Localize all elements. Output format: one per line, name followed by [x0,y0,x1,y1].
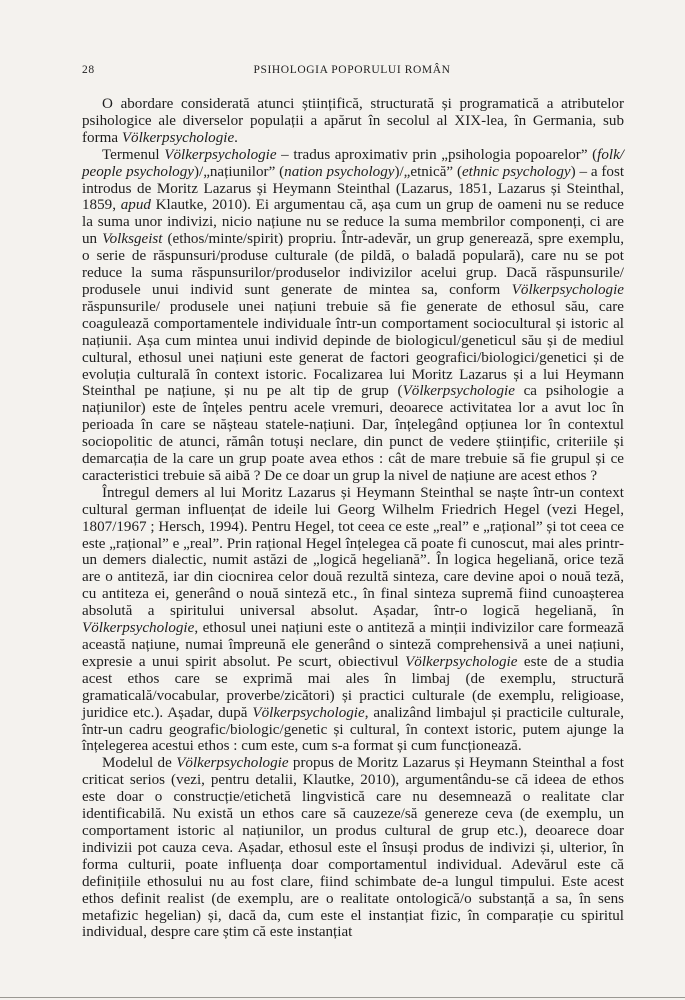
paragraph-intro [82,96,624,147]
text-run: )/„națiunilor” ( [193,163,285,180]
italic-term: Völkerpsychologie [164,146,277,163]
text-run: Modelul de [102,755,177,772]
text-run: Klautke, 2010). Ei argumentau că, așa cum un grup de oameni nu se reduce la suma unor indivizi, nicio națiune nu se reduce la suma membrilor componenți, ci are un [82,197,625,248]
paragraph-term-definition [82,147,624,485]
text-run: Termenul [102,146,165,163]
page-number: 28 [82,64,95,76]
paragraph-critique [82,755,624,941]
text-run: ca psihologie a națiunilor) este de înțeles pentru acele vremuri, deoarece activitatea lor a avut loc în perioada în care se nășteau statele-națiuni. Dar, înțelegând opțiunea lor în contextul sociopolitic de atunci, rămân totuși neclare, din punct de vedere științific, criteriile și demarcația de la care un grup poate avea ethos : cât de mare trebuie să fie grupul și ce caracteristici trebuie să aibă ? De ce doar un grup la nivel de națiune are acest ethos ? [82,383,624,484]
italic-term: Völkerpsychologie [402,383,515,400]
text-run: ) – a fost introdus de Moritz Lazarus și Heymann Steinthal (Lazarus, 1851, Lazarus și Steinthal, 1859, [82,163,625,214]
page-bottom-edge [0,997,685,998]
italic-term: nation psychology [284,163,395,180]
running-title: PSIHOLOGIA POPORULUI ROMÂN [253,64,451,76]
text-run: răspunsurile/ produsele unei națiuni trebuie să fie generate de ethosul său, care coagulează comportamentele individuale într-un comportament sociocultural și istoric al națiunii. Așa cum mintea unui individ depinde de biologicul/geneticul său și de mediul cultural, ethosul unei națiuni este generat de factori geografici/biologici/genetici și de evoluția culturală în context istoric. Focalizarea lui Moritz Lazarus și a lui Heymann Steinthal pe națiune, și nu pe alt tip de grup ( [82,298,624,400]
text-run: Întregul demers al lui Moritz Lazarus și Heymann Steinthal se naște într-un context cultural german influențat de ideile lui Georg Wilhelm Friedrich Hegel (vezi Hegel, 1807/1967 ; Hersch, 1994). Pentru Hegel, tot ceea ce este „real” e „rațional” și tot ceea ce este „rațional” e „real”. Prin rațional Hegel înțelegea că poate fi cunoscut, mai ales printr-un demers dialectic, numit astăzi de „logică hegeliană”. În logica hegeliană, orice teză are o antiteză, iar din ciocnirea celor două rezultă sinteza, care devine apoi o nouă teză, cu antiteza ei, generând o nouă sinteză etc., în final sinteza supremă fiind cunoașterea absolută a spiritului universal absolut. Așadar, într-o logică hegeliană, în [82,484,624,620]
italic-term: ethnic psychology [461,163,571,180]
text-run: . [234,129,238,146]
italic-term: Völkerpsychologie [121,129,235,146]
text-run: , analizând limbajul și practicile culturale, într-un cadru geografic/biologic/genetic și cultural, în context istoric, putem ajunge la înțelegerea acestui ethos : cum este, cum s-a format și cum funcționează. [82,704,624,755]
text-run: este de a studia acest ethos care se exprimă mai ales în limbaj (de exemplu, structură gramaticală/vocabular, proverbe/zicători) și practici culturale (de exemplu, religioase, juridice etc.). Așadar, după [82,653,624,721]
italic-term: Völkerpsychologie [252,704,365,721]
italic-term: Volksgeist [102,231,163,248]
text-run: – tradus aproximativ prin „psihologia popoarelor” ( [276,146,598,163]
body-text [82,96,624,941]
text-run: O abordare considerată atunci științifică, structurată și programatică a atributelor psihologice ale diverselor populații a apărut în secolul al XIX-lea, în Germania, sub forma [82,96,624,146]
italic-term: Völkerpsychologie [176,755,289,772]
text-run: (ethos/minte/spirit) propriu. Într-adevăr, un grup generează, spre exemplu, o serie de răspunsuri/produse culturale (de pildă, o baladă populară), care nu se pot reduce la suma răspunsurilor/produselor indivizilor acelui grup. Dacă răspunsurile/ produsele unui individ sunt generate de mintea sa, conform [82,231,624,298]
italic-term: Völkerpsychologie [511,281,624,298]
italic-term: folk/ people psychology [82,146,624,180]
text-run: )/„etnică” ( [394,163,462,180]
text-run: propus de Moritz Lazarus și Heymann Steinthal a fost criticat serios (vezi, pentru detalii, Klautke, 2010), argumentându-se că ideea de ethos este doar o construcție/etichetă lingvistică care nu desemnează o realitate clar identificabilă. Nu există un ethos care să cauzeze/să genereze ceva (de exemplu, un comportament istoric al națiunilor, un produs cultural de grup etc.), deoarece doar indivizii pot cauza ceva. Așadar, ethosul este el însuși produs de indivizi și, ulterior, în forma culturii, poate influența doar comportamentul individual. Adevărul este că definițiile ethosului nu au fost clare, fiind schimbate de-a lungul timpului. Este acest ethos definit realist (de exemplu, are o realitate ontologică/o substanță a sa, în sens metafizic hegelian) și, dacă da, cum este el instanțiat fizic, în comparație cu spiritul individual, despre care știm că este instanțiat [82,755,624,941]
italic-term: apud [120,197,151,214]
italic-term: Völkerpsychologie [82,620,195,637]
text-run: , ethosul unei națiuni este o antiteză a minții indivizilor care formează această națiune, numai împreună ele generând o sinteză comprehensivă a unei națiuni, expresie a unui spirit absolut. Pe scurt, obiectivul [82,620,624,670]
paragraph-hegel-context [82,485,624,756]
italic-term: Völkerpsychologie [405,653,518,670]
